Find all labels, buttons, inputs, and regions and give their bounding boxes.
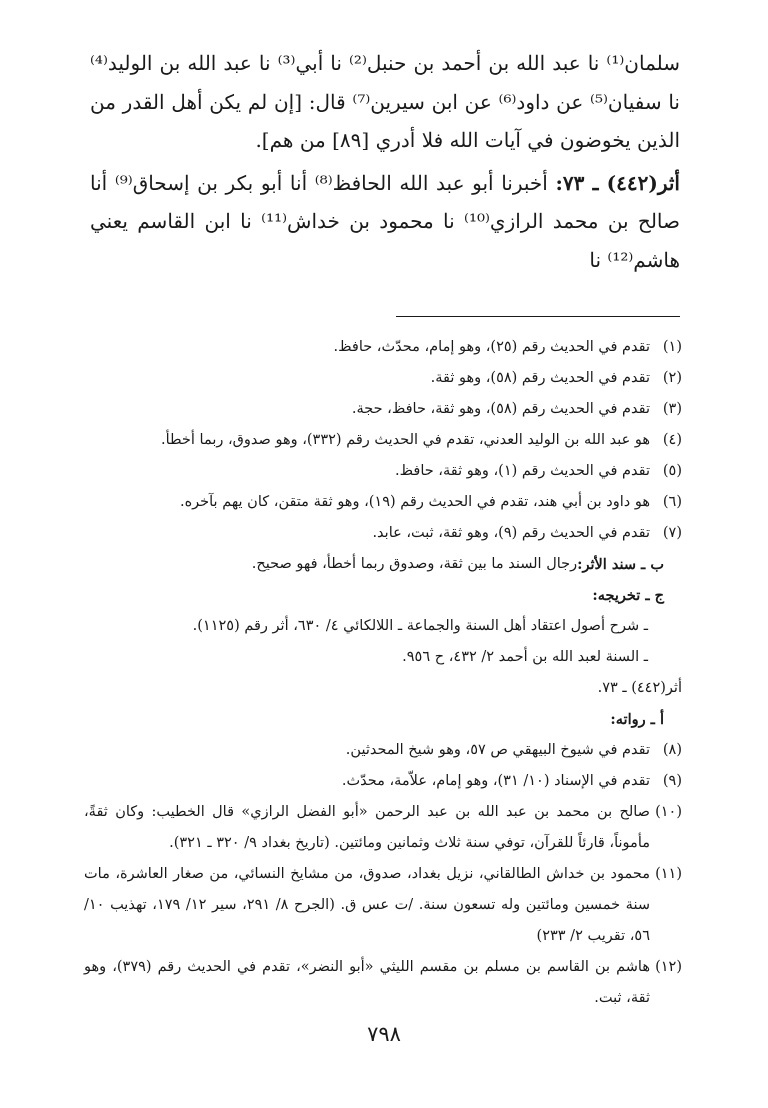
takhrij-source-1 bbox=[84, 611, 682, 642]
takhrij-text: ـ شرح أصول اعتقاد أهل السنة والجماعة ـ اللالكائي ٤/ ٦٣٠، أثر رقم (١١٢٥). bbox=[192, 618, 648, 634]
footnote-number: (٨) bbox=[662, 742, 682, 758]
footnote-text: صالح بن محمد بن عبد الله بن عبد الرحمن «أبو الفضل الرازي» قال الخطيب: وكان ثقةً، مأموناً، قارئاً للقرآن، توفي سنة ثلاث وثمانين ومائتين. (تاريخ بغداد ٩/ ٣٢٠ ـ ٣٢١). bbox=[84, 804, 650, 851]
footnote-10 bbox=[84, 797, 682, 859]
footnote-number: (٩) bbox=[662, 773, 682, 789]
takhrij-heading bbox=[84, 580, 682, 611]
footnote-8 bbox=[84, 735, 682, 766]
footnote-divider bbox=[396, 316, 680, 317]
footnote-text: هاشم بن القاسم بن مسلم بن مقسم الليثي «أبو النضر»، تقدم في الحديث رقم (٣٧٩)، وهو ثقة، ثبت. bbox=[84, 959, 650, 1006]
footnote-number: (١١) bbox=[655, 866, 682, 882]
footnote-number: (١٠) bbox=[655, 804, 682, 820]
ruwat-heading bbox=[84, 704, 682, 735]
footnote-3 bbox=[84, 394, 682, 425]
footnote-text: تقدم في الحديث رقم (١)، وهو ثقة، حافظ. bbox=[395, 463, 650, 479]
footnote-6 bbox=[84, 487, 682, 518]
footnote-number: (٥) bbox=[662, 463, 682, 479]
footnote-number: (٤) bbox=[662, 432, 682, 448]
ruwat-label: أ ـ رواته: bbox=[610, 711, 664, 728]
footnote-9 bbox=[84, 766, 682, 797]
takhrij-text: ـ السنة لعبد الله بن أحمد ٢/ ٤٣٢، ح ٩٥٦. bbox=[402, 649, 648, 665]
footnote-number: (٦) bbox=[662, 494, 682, 510]
footnote-7 bbox=[84, 518, 682, 549]
footnote-number: (١٢) bbox=[655, 959, 682, 975]
footnote-text: تقدم في الحديث رقم (٢٥)، وهو إمام، محدّث، حافظ. bbox=[333, 339, 650, 355]
footnote-11 bbox=[84, 859, 682, 952]
takhrij-source-2 bbox=[84, 642, 682, 673]
paragraph-1: سلمان⁽¹⁾ نا عبد الله بن أحمد بن حنبل⁽²⁾ نا أبي⁽³⁾ نا عبد الله بن الوليد⁽⁴⁾ نا سفيان⁽⁵⁾ عن داود⁽⁶⁾ عن ابن سيرين⁽⁷⁾ قال: [إن لم يكن أهل القدر من الذين يخوضون في آيات الله فلا أدري [٨٩] من هم]. bbox=[90, 51, 681, 152]
footnote-text: تقدم في شيوخ البيهقي ص ٥٧، وهو شيخ المحدثين. bbox=[345, 742, 650, 758]
footnote-number: (١) bbox=[662, 339, 682, 355]
footnote-text: هو عبد الله بن الوليد العدني، تقدم في الحديث رقم (٣٣٢)، وهو صدوق، ربما أخطأ. bbox=[161, 432, 650, 448]
sanad-text: رجال السند ما بين ثقة، وصدوق ربما أخطأ، فهو صحيح. bbox=[251, 556, 578, 572]
footnotes bbox=[84, 332, 682, 1014]
main-text bbox=[90, 44, 680, 279]
footnote-number: (٧) bbox=[662, 525, 682, 541]
athar-reference-text: أثر(٤٤٢) ـ ٧٣. bbox=[597, 680, 682, 696]
footnote-text: تقدم في الحديث رقم (٩)، وهو ثقة، ثبت، عابد. bbox=[372, 525, 650, 541]
paragraph-2 bbox=[90, 164, 680, 280]
page-number: ٧٩٨ bbox=[367, 1022, 401, 1046]
sanad-section bbox=[84, 549, 682, 580]
takhrij-label: ج ـ تخريجه: bbox=[592, 587, 664, 604]
footnote-number: (٣) bbox=[662, 401, 682, 417]
footnote-text: تقدم في الإسناد (١٠/ ٣١)، وهو إمام، علاّمة، محدّث. bbox=[341, 773, 650, 789]
footnote-4 bbox=[84, 425, 682, 456]
footnote-1 bbox=[84, 332, 682, 363]
footnote-12 bbox=[84, 952, 682, 1014]
footnote-text: تقدم في الحديث رقم (٥٨)، وهو ثقة. bbox=[430, 370, 650, 386]
footnote-5 bbox=[84, 456, 682, 487]
footnote-text: هو داود بن أبي هند، تقدم في الحديث رقم (١٩)، وهو ثقة متقن، كان يهم بآخره. bbox=[179, 494, 650, 510]
footnote-number: (٢) bbox=[662, 370, 682, 386]
footnote-text: محمود بن خداش الطالقاني، نزيل بغداد، صدوق، من مشايخ النسائي، من صغار العاشرة، مات سنة خمسين ومائتين وله تسعون سنة. /ت عس ق. (الجرح ٨/ ٢٩١، سير ١٢/ ١٧٩، تهذيب ١٠/ ٥٦، تقريب ٢/ ٢٣٣) bbox=[84, 866, 650, 944]
footnote-2 bbox=[84, 363, 682, 394]
paragraph-2-text: أخبرنا أبو عبد الله الحافظ⁽⁸⁾ أنا أبو بكر بن إسحاق⁽⁹⁾ أنا صالح بن محمد الرازي⁽¹⁰⁾ نا محمود بن خداش⁽¹¹⁾ نا ابن القاسم يعني هاشم⁽¹²⁾ نا bbox=[90, 170, 681, 272]
athar-label: أثر(٤٤٢) ـ ٧٣: bbox=[555, 170, 680, 195]
footnote-text: تقدم في الحديث رقم (٥٨)، وهو ثقة، حافظ، حجة. bbox=[351, 401, 650, 417]
athar-reference bbox=[84, 673, 682, 704]
sanad-label: ب ـ سند الأثر: bbox=[577, 556, 664, 573]
